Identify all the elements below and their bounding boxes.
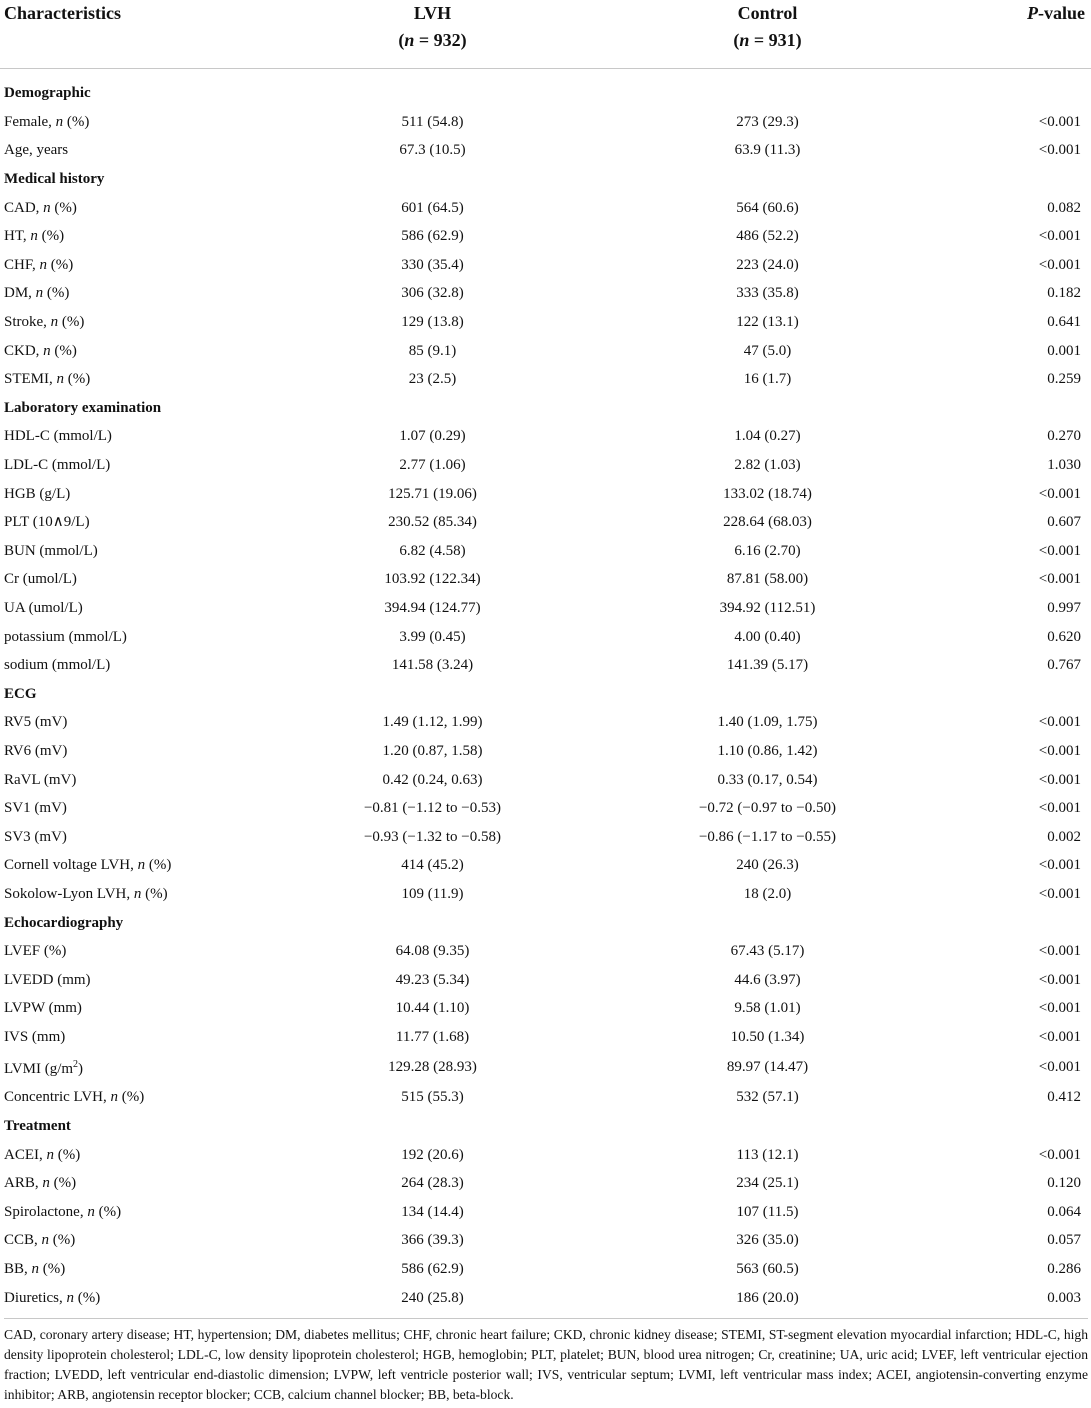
row-label-suffix: (%) (37, 228, 65, 245)
row-label (0, 822, 270, 851)
cell-lvh: 125.71 (19.06) (388, 485, 477, 502)
row-label-text: CCB, (4, 1232, 42, 1249)
cell-p-value: 1.030 (1047, 457, 1081, 474)
cell-control: 326 (35.0) (736, 1232, 799, 1249)
cell-control: 44.6 (3.97) (734, 971, 801, 988)
cell-lvh: −0.93 (−1.32 to −0.58) (363, 828, 502, 845)
row-label (0, 1255, 270, 1284)
row-label-suffix: (%) (64, 371, 91, 388)
table-row (0, 651, 1091, 680)
row-label-text: Diuretics, (4, 1289, 67, 1306)
cell-lvh: −0.81 (−1.12 to −0.53) (363, 800, 502, 817)
row-label (0, 1140, 270, 1169)
row-label-text: SV3 (mV) (4, 828, 67, 845)
table-row (0, 336, 1091, 365)
row-label (0, 937, 270, 966)
cell-control: 234 (25.1) (736, 1175, 799, 1192)
row-label-text: LVEF (%) (4, 943, 67, 960)
cell-control: 564 (60.6) (736, 199, 799, 216)
row-label (0, 136, 270, 165)
cell-lvh: 1.20 (0.87, 1.58) (382, 742, 483, 759)
cell-lvh: 414 (45.2) (401, 857, 464, 874)
header-lvh (270, 0, 595, 69)
table-row (0, 451, 1091, 480)
cell-p-value: 0.607 (1047, 514, 1081, 531)
cell-p-value: <0.001 (1038, 971, 1081, 988)
row-label (0, 851, 270, 880)
row-label-text: ARB, (4, 1175, 43, 1192)
cell-lvh: 129 (13.8) (401, 314, 464, 331)
cell-lvh: 306 (32.8) (401, 285, 464, 302)
row-label-suffix: (%) (49, 1232, 76, 1249)
cell-lvh: 129.28 (28.93) (388, 1059, 477, 1076)
cell-p-value: 0.412 (1047, 1089, 1081, 1106)
row-label-text: LDL-C (mmol/L) (4, 457, 111, 474)
section-label: Laboratory examination (4, 399, 162, 416)
row-label-var: n (66, 1289, 74, 1306)
row-label (0, 794, 270, 823)
row-label-var: n (110, 1089, 119, 1106)
row-label-text: STEMI, (4, 371, 57, 388)
cell-p-value: <0.001 (1038, 1146, 1081, 1163)
row-label-text: RV6 (mV) (4, 742, 68, 759)
table-body (0, 69, 1091, 1312)
row-label-text: RV5 (mV) (4, 714, 68, 731)
cell-control: 9.58 (1.01) (734, 1000, 801, 1017)
table-row (0, 1198, 1091, 1227)
cell-p-value: <0.001 (1038, 1059, 1081, 1076)
cell-lvh: 134 (14.4) (401, 1203, 464, 1220)
cell-control: 4.00 (0.40) (734, 628, 801, 645)
row-label-var: n (41, 1232, 50, 1249)
cell-p-value: <0.001 (1038, 943, 1081, 960)
row-label-suffix: (%) (94, 1203, 122, 1220)
header-lvh-n-open: ( (398, 30, 405, 50)
cell-lvh: 3.99 (0.45) (399, 628, 466, 645)
header-lvh-title: LVH (413, 3, 452, 23)
section-row (0, 1112, 1091, 1141)
cell-control: 89.97 (14.47) (726, 1059, 809, 1076)
table-row (0, 537, 1091, 566)
row-label (0, 365, 270, 394)
cell-p-value: 0.057 (1047, 1232, 1081, 1249)
cell-control: 18 (2.0) (743, 885, 792, 902)
row-label-var: n (50, 314, 59, 331)
table-row (0, 422, 1091, 451)
table-row (0, 1023, 1091, 1052)
section-row (0, 679, 1091, 708)
row-label-text: CAD, (4, 199, 44, 216)
table-row (0, 279, 1091, 308)
row-label (0, 1023, 270, 1052)
row-label-text: LVMI (g/m (4, 1061, 74, 1078)
cell-control: 6.16 (2.70) (734, 542, 801, 559)
cell-control: 122 (13.1) (736, 314, 799, 331)
row-label (0, 193, 270, 222)
cell-lvh: 511 (54.8) (401, 113, 464, 130)
cell-p-value: 0.064 (1047, 1203, 1081, 1220)
cell-p-value: 0.001 (1047, 342, 1081, 359)
row-label (0, 451, 270, 480)
row-label-suffix: (%) (63, 113, 90, 130)
row-label-text: Cornell voltage LVH, (4, 857, 138, 874)
cell-control: −0.72 (−0.97 to −0.50) (698, 800, 837, 817)
row-label-var: n (43, 199, 51, 216)
row-label-text: Concentric LVH, (4, 1089, 111, 1106)
row-label-var: n (46, 1146, 54, 1163)
cell-p-value: 0.003 (1047, 1289, 1081, 1306)
row-label-var: n (55, 113, 64, 130)
row-label (0, 222, 270, 251)
cell-lvh: 230.52 (85.34) (388, 514, 477, 531)
table-row (0, 1140, 1091, 1169)
row-label (0, 308, 270, 337)
table-row (0, 965, 1091, 994)
cell-p-value: <0.001 (1038, 771, 1081, 788)
cell-lvh: 103.92 (122.34) (384, 571, 481, 588)
table-row (0, 622, 1091, 651)
header-control-n (595, 27, 940, 54)
row-label (0, 880, 270, 909)
row-label (0, 508, 270, 537)
cell-lvh: 2.77 (1.06) (399, 457, 466, 474)
cell-p-value: <0.001 (1038, 571, 1081, 588)
row-label (0, 708, 270, 737)
section-label: Demographic (4, 85, 91, 102)
cell-p-value: <0.001 (1038, 542, 1081, 559)
row-label-text: LVEDD (mm) (4, 971, 91, 988)
row-label (0, 279, 270, 308)
section-row (0, 394, 1091, 423)
row-label-var: n (39, 256, 47, 273)
cell-lvh: 1.49 (1.12, 1.99) (382, 714, 483, 731)
cell-lvh: 586 (62.9) (401, 228, 464, 245)
table-row (0, 251, 1091, 280)
row-label-text: UA (umol/L) (4, 599, 83, 616)
cell-lvh: 192 (20.6) (401, 1146, 464, 1163)
row-label-text: HDL-C (mmol/L) (4, 428, 112, 445)
cell-lvh: 240 (25.8) (401, 1289, 464, 1306)
row-label-text: CKD, (4, 342, 44, 359)
section-label: ECG (4, 685, 37, 702)
cell-control: 107 (11.5) (736, 1203, 799, 1220)
cell-p-value: 0.767 (1047, 657, 1081, 674)
header-p-italic: P (1027, 3, 1038, 23)
cell-p-value: 0.620 (1047, 628, 1081, 645)
cell-lvh: 586 (62.9) (401, 1261, 464, 1278)
cell-control: 133.02 (18.74) (723, 485, 812, 502)
row-label-text: CHF, (4, 256, 40, 273)
cell-p-value: <0.001 (1038, 800, 1081, 817)
table-row (0, 222, 1091, 251)
row-label (0, 1198, 270, 1227)
row-label-var: n (35, 285, 44, 302)
row-label-suffix: (%) (46, 256, 74, 273)
cell-lvh: 141.58 (3.24) (391, 657, 474, 674)
cell-lvh: 10.44 (1.10) (395, 1000, 470, 1017)
table-row (0, 1169, 1091, 1198)
cell-lvh: 264 (28.3) (401, 1175, 464, 1192)
row-label-text: DM, (4, 285, 36, 302)
row-label-text: HGB (g/L) (4, 485, 71, 502)
row-label-text: SV1 (mV) (4, 800, 67, 817)
row-label-var: n (133, 885, 142, 902)
cell-p-value: <0.001 (1038, 742, 1081, 759)
cell-control: 113 (12.1) (736, 1146, 799, 1163)
cell-p-value: <0.001 (1038, 142, 1081, 159)
row-label (0, 1051, 270, 1083)
table-row (0, 193, 1091, 222)
row-label (0, 251, 270, 280)
cell-p-value: 0.286 (1047, 1261, 1081, 1278)
cell-p-value: 0.259 (1047, 371, 1081, 388)
row-label (0, 108, 270, 137)
cell-control: 16 (1.7) (743, 371, 792, 388)
cell-control: 0.33 (0.17, 0.54) (717, 771, 818, 788)
table-row (0, 308, 1091, 337)
row-label (0, 1083, 270, 1112)
row-label (0, 565, 270, 594)
row-label-text: Stroke, (4, 314, 51, 331)
cell-lvh: 0.42 (0.24, 0.63) (382, 771, 483, 788)
cell-lvh: 67.3 (10.5) (399, 142, 466, 159)
section-row (0, 165, 1091, 194)
cell-control: 63.9 (11.3) (734, 142, 801, 159)
row-label-text: BB, (4, 1261, 32, 1278)
cell-control: 141.39 (5.17) (726, 657, 809, 674)
row-label-suffix: (%) (50, 199, 77, 216)
cell-lvh: 11.77 (1.68) (395, 1028, 470, 1045)
cell-control: 486 (52.2) (736, 228, 799, 245)
row-label-suffix: (%) (39, 1261, 66, 1278)
row-label (0, 737, 270, 766)
row-label-suffix: (%) (73, 1289, 101, 1306)
row-label-var: n (56, 371, 64, 388)
cell-control: 228.64 (68.03) (723, 514, 812, 531)
row-label (0, 965, 270, 994)
row-label-text: HT, (4, 228, 31, 245)
table-row (0, 1255, 1091, 1284)
row-label (0, 422, 270, 451)
cell-control: 1.40 (1.09, 1.75) (717, 714, 818, 731)
table-row (0, 994, 1091, 1023)
table-row (0, 479, 1091, 508)
cell-p-value: <0.001 (1038, 857, 1081, 874)
cell-lvh: 601 (64.5) (401, 199, 464, 216)
table-row (0, 937, 1091, 966)
section-label: Echocardiography (4, 914, 124, 931)
row-label (0, 765, 270, 794)
table-row (0, 851, 1091, 880)
table-row (0, 136, 1091, 165)
row-label-var: n (43, 342, 51, 359)
header-control-n-var: n (739, 30, 750, 50)
header-lvh-n-var: n (404, 30, 415, 50)
table-footnote: CAD, coronary artery disease; HT, hypertension; DM, diabetes mellitus; CHF, chronic heart failure; CKD, chronic kidney disease; STEMI, ST-segment elevation myocardial infarction; HDL-C, high density lipoprotein cholesterol; LDL-C, low density lipoprotein cholesterol; HGB, hemoglobin; PLT, platelet; BUN, blood urea nitrogen; Cr, creatinine; UA, uric acid; LVEF, left ventricular ejection fraction; LVEDD, left ventricular end-diastolic dimension; LVPW, left ventricle posterior wall; IVS, ventricular septum; LVMI, left ventricular mass index; ACEI, angiotensin-converting enzyme inhibitor; ARB, angiotensin receptor blocker; CCB, calcium channel blocker; BB, beta-block. (4, 1318, 1088, 1405)
section-row (0, 79, 1091, 108)
table-row (0, 708, 1091, 737)
row-label-suffix: (%) (118, 1089, 145, 1106)
table-header (0, 0, 1091, 69)
header-characteristics: Characteristics (0, 0, 270, 69)
row-label-text: PLT (10∧9/L) (4, 514, 90, 531)
header-control-n-open: ( (733, 30, 740, 50)
cell-lvh: 23 (2.5) (408, 371, 457, 388)
table-row (0, 1283, 1091, 1312)
cell-p-value: 0.270 (1047, 428, 1081, 445)
row-label-text: potassium (mmol/L) (4, 628, 127, 645)
row-label-var: n (30, 228, 38, 245)
cell-lvh: 49.23 (5.34) (395, 971, 470, 988)
cell-p-value: 0.002 (1047, 828, 1081, 845)
table-row (0, 822, 1091, 851)
row-label-suffix: (%) (58, 314, 85, 331)
cell-lvh: 1.07 (0.29) (399, 428, 466, 445)
row-label-sup: 2 (73, 1059, 79, 1071)
row-label-suffix: (%) (145, 857, 172, 874)
cell-p-value: 0.182 (1047, 285, 1081, 302)
row-label-suffix: ) (78, 1061, 84, 1078)
row-label-var: n (137, 857, 146, 874)
row-label-text: IVS (mm) (4, 1028, 66, 1045)
table-row (0, 880, 1091, 909)
cell-control: 273 (29.3) (736, 113, 799, 130)
header-control-n-count: = 931) (749, 30, 802, 50)
row-label-text: Spirolactone, (4, 1203, 88, 1220)
row-label (0, 994, 270, 1023)
row-label (0, 537, 270, 566)
cell-p-value: <0.001 (1038, 1028, 1081, 1045)
row-label-text: ACEI, (4, 1146, 47, 1163)
cell-lvh: 6.82 (4.58) (399, 542, 466, 559)
table-row (0, 108, 1091, 137)
cell-lvh: 64.08 (9.35) (395, 943, 470, 960)
cell-control: 240 (26.3) (736, 857, 799, 874)
header-lvh-n (270, 27, 595, 54)
table-row (0, 737, 1091, 766)
cell-control: 333 (35.8) (736, 285, 799, 302)
cell-p-value: 0.082 (1047, 199, 1081, 216)
table-row (0, 1226, 1091, 1255)
row-label-var: n (42, 1175, 50, 1192)
cell-control: 47 (5.0) (743, 342, 792, 359)
table-row (0, 1051, 1091, 1083)
row-label (0, 336, 270, 365)
cell-p-value: <0.001 (1038, 714, 1081, 731)
row-label (0, 1226, 270, 1255)
table-row (0, 565, 1091, 594)
row-label-text: Age, years (4, 142, 69, 159)
header-spacer (0, 69, 1091, 80)
cell-p-value: <0.001 (1038, 485, 1081, 502)
cell-p-value: 0.641 (1047, 314, 1081, 331)
cell-p-value: <0.001 (1038, 113, 1081, 130)
row-label-var: n (87, 1203, 95, 1220)
row-label-text: RaVL (mV) (4, 771, 77, 788)
table-row (0, 765, 1091, 794)
cell-lvh: 394.94 (124.77) (384, 599, 481, 616)
table-row (0, 794, 1091, 823)
cell-p-value: <0.001 (1038, 885, 1081, 902)
cell-control: 10.50 (1.34) (730, 1028, 805, 1045)
header-control (595, 0, 940, 69)
cell-lvh: 515 (55.3) (401, 1089, 464, 1106)
cell-p-value: <0.001 (1038, 256, 1081, 273)
row-label-suffix: (%) (141, 885, 168, 902)
cell-p-value: 0.997 (1047, 599, 1081, 616)
cell-control: 1.04 (0.27) (734, 428, 801, 445)
cell-control: 87.81 (58.00) (726, 571, 809, 588)
row-label (0, 622, 270, 651)
cell-p-value: <0.001 (1038, 228, 1081, 245)
row-label-suffix: (%) (49, 1175, 77, 1192)
cell-control: 1.10 (0.86, 1.42) (717, 742, 818, 759)
row-label-suffix: (%) (43, 285, 70, 302)
cell-lvh: 366 (39.3) (401, 1232, 464, 1249)
cell-lvh: 85 (9.1) (408, 342, 457, 359)
row-label (0, 594, 270, 623)
row-label-suffix: (%) (50, 342, 77, 359)
cell-control: 186 (20.0) (736, 1289, 799, 1306)
cell-control: 394.92 (112.51) (719, 599, 816, 616)
row-label-text: LVPW (mm) (4, 1000, 82, 1017)
row-label-text: BUN (mmol/L) (4, 542, 98, 559)
header-lvh-n-count: = 932) (414, 30, 467, 50)
row-label-text: Female, (4, 113, 56, 130)
header-p-rest: -value (1038, 3, 1085, 23)
header-control-title: Control (737, 3, 798, 23)
cell-control: 67.43 (5.17) (730, 943, 805, 960)
row-label (0, 1283, 270, 1312)
cell-control: 2.82 (1.03) (734, 457, 801, 474)
row-label-suffix: (%) (54, 1146, 81, 1163)
header-p-value (940, 0, 1091, 69)
row-label (0, 479, 270, 508)
table-row (0, 1083, 1091, 1112)
cell-control: 223 (24.0) (736, 256, 799, 273)
section-label: Treatment (4, 1118, 71, 1135)
row-label-text: Sokolow-Lyon LVH, (4, 885, 134, 902)
table-row (0, 594, 1091, 623)
cell-p-value: <0.001 (1038, 1000, 1081, 1017)
row-label-text: Cr (umol/L) (4, 571, 77, 588)
table-row (0, 365, 1091, 394)
cell-lvh: 109 (11.9) (401, 885, 464, 902)
cell-p-value: 0.120 (1047, 1175, 1081, 1192)
row-label-text: sodium (mmol/L) (4, 657, 111, 674)
cell-control: 563 (60.5) (736, 1261, 799, 1278)
row-label (0, 1169, 270, 1198)
row-label-var: n (31, 1261, 40, 1278)
cell-control: −0.86 (−1.17 to −0.55) (698, 828, 837, 845)
cell-control: 532 (57.1) (736, 1089, 799, 1106)
table-row (0, 508, 1091, 537)
section-label: Medical history (4, 171, 105, 188)
row-label (0, 651, 270, 680)
section-row (0, 908, 1091, 937)
cell-lvh: 330 (35.4) (401, 256, 464, 273)
